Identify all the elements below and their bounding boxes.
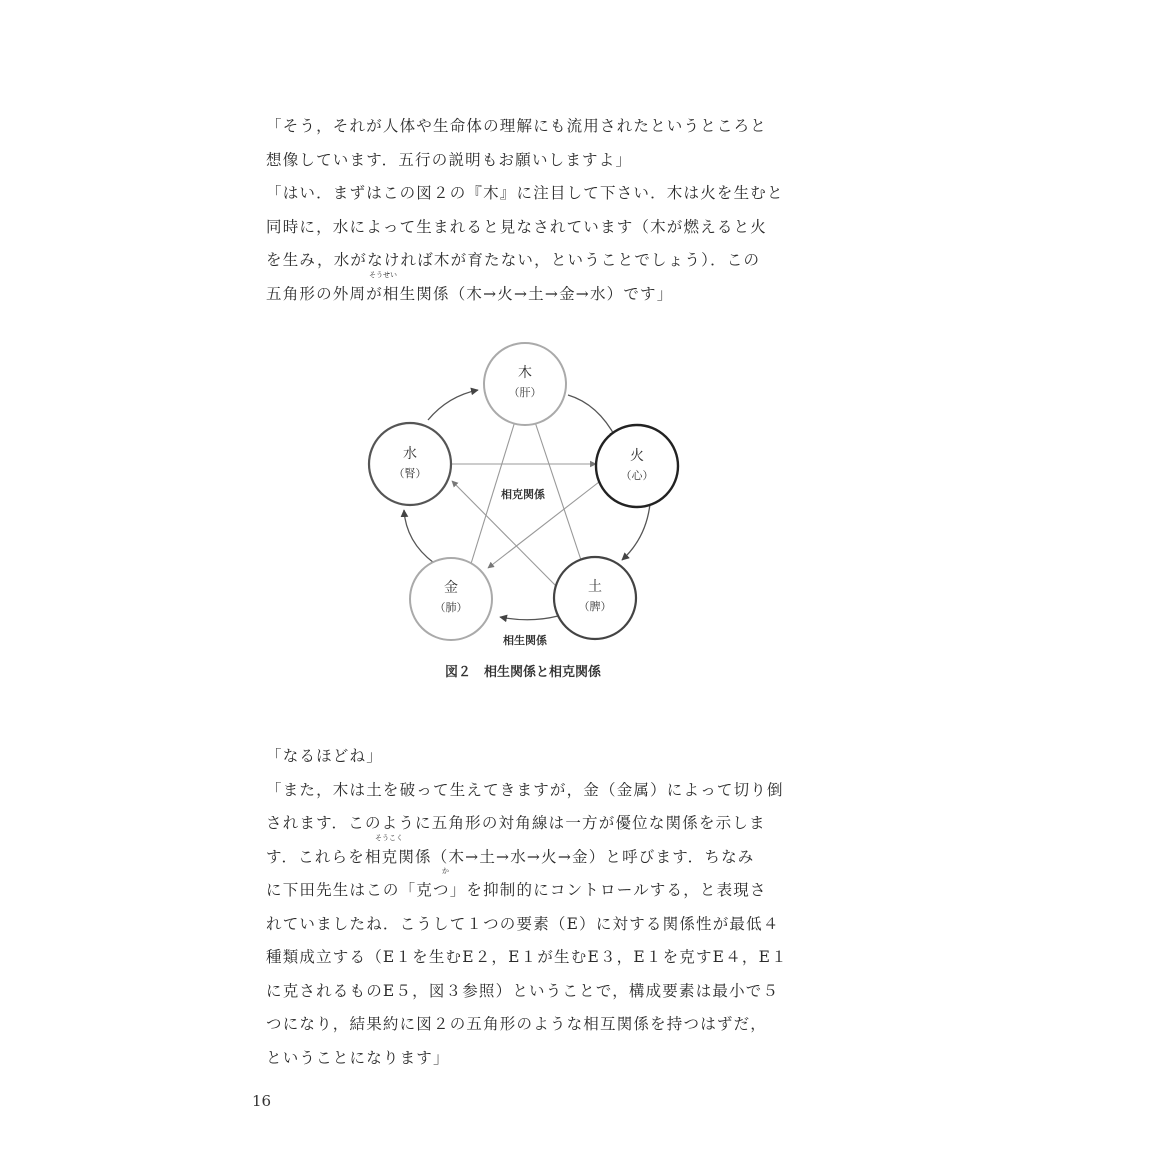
text-line: れていましたね．こうして１つの要素（E）に対する関係性が最低４ xyxy=(266,915,780,933)
ruby-soukoku: そうこく xyxy=(375,834,403,842)
node-earth-element: 土 xyxy=(588,579,602,595)
node-fire-element: 火 xyxy=(630,448,644,464)
text-line: 種類成立する（E１を生むE２，E１が生むE３，E１を克すE４，E１ xyxy=(266,948,788,966)
text-line: 「また，木は土を破って生えてきますが，金（金属）によって切り倒 xyxy=(266,781,784,799)
text-line: す．これらを相克関係（木→土→水→火→金）と呼びます．ちなみ xyxy=(266,848,755,866)
text-line: 「なるほどね」 xyxy=(266,747,383,765)
text-line: 五角形の外周が相生関係（木→火→土→金→水）です」 xyxy=(266,285,674,303)
text-line: 想像しています．五行の説明もお願いしますよ」 xyxy=(266,151,633,169)
label-generating: 相生関係 xyxy=(503,634,547,647)
node-water-element: 水 xyxy=(403,446,417,462)
node-fire xyxy=(596,425,678,507)
ruby-katsu: か xyxy=(442,867,449,875)
text-line: に下田先生はこの「克つ」を抑制的にコントロールする，と表現さ xyxy=(266,881,767,899)
node-water-organ: （腎） xyxy=(393,467,427,480)
five-elements-diagram xyxy=(340,340,700,680)
text-line: つになり，結果約に図２の五角形のような相互関係を持つはずだ， xyxy=(266,1015,768,1033)
node-fire-organ: （心） xyxy=(620,469,654,482)
text-line: を生み，水がなければ木が育たない，ということでしょう）．この xyxy=(266,251,761,269)
text-line: されます．このように五角形の対角線は一方が優位な関係を示しま xyxy=(266,814,766,832)
figure-caption: 図２ 相生関係と相克関係 xyxy=(444,665,602,680)
page-number: 16 xyxy=(252,1092,272,1110)
text-line: ということになります」 xyxy=(266,1049,450,1067)
node-wood-element: 木 xyxy=(518,365,532,381)
node-wood-organ: （肝） xyxy=(508,386,542,399)
ruby-sousei: そうせい xyxy=(369,271,397,279)
text-line: 「そう，それが人体や生命体の理解にも流用されたというところと xyxy=(266,117,768,135)
node-wood xyxy=(484,343,566,425)
label-controlling: 相克関係 xyxy=(501,488,545,501)
node-metal-organ: （肺） xyxy=(434,601,468,614)
node-metal xyxy=(410,558,492,640)
node-metal-element: 金 xyxy=(444,580,458,596)
node-water xyxy=(369,423,451,505)
text-line: 「はい．まずはこの図２の『木』に注目して下さい．木は火を生むと xyxy=(266,184,784,202)
text-line: に克されるものE５，図３参照）ということで，構成要素は最小で５ xyxy=(266,982,780,1000)
node-earth-organ: （脾） xyxy=(578,600,612,613)
node-earth xyxy=(554,557,636,639)
text-line: 同時に，水によって生まれると見なされています（木が燃えると火 xyxy=(266,218,768,236)
